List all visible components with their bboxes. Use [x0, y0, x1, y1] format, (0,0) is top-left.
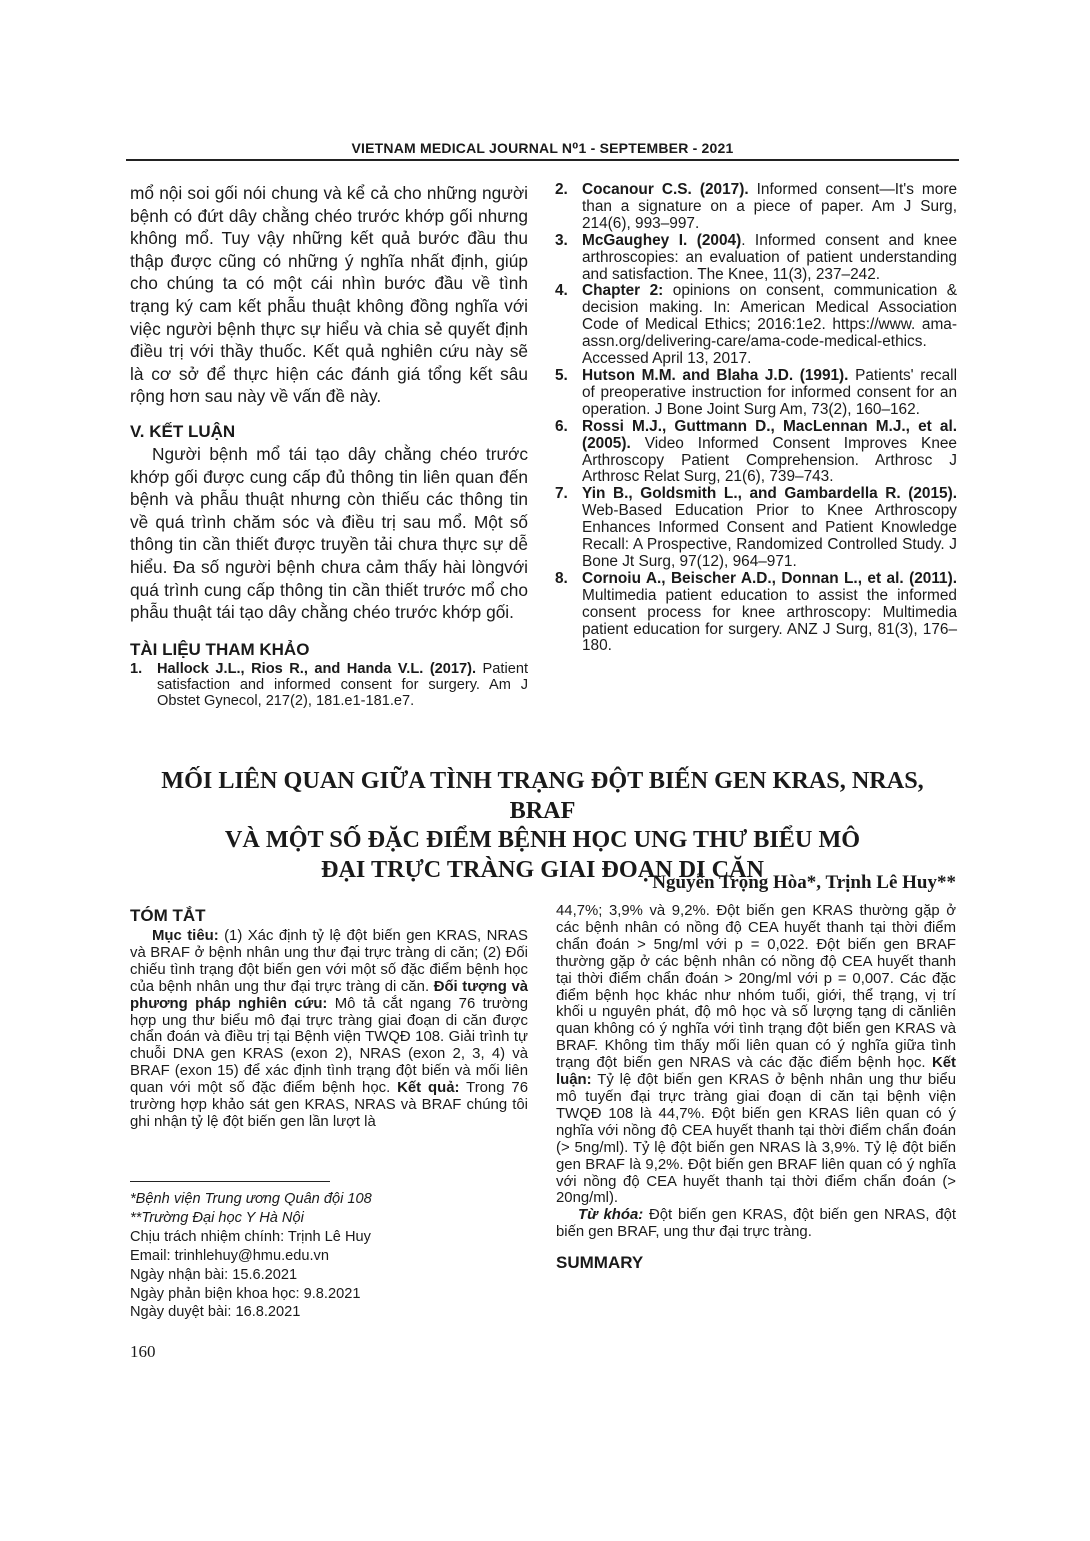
methods-label: Đối tượng và phương pháp nghiên cứu: [130, 978, 529, 1012]
corresponding-author: Chịu trách nhiệm chính: Trịnh Lê Huy [130, 1228, 371, 1245]
page-number: 160 [130, 1342, 156, 1361]
conclusion-paragraph: Người bệnh mổ tái tạo dây chằng chéo trước khớp gối được cung cấp đủ thông tin liên quan đến bệnh và phẫu thuật nhưng còn thiếu các thông tin về quá trình chăm sóc và điều trị sau mổ. Một số thông tin cần thiết được truyền tải chưa thực sự dễ hiểu. Đa số người bệnh chưa cảm thấy hài lòngvới quá trình cung cấp thông tin cần thiết trước mổ cho phẫu thuật tái tạo dây chằng chéo trước khớp gối. [130, 443, 528, 623]
footnotes [130, 1190, 528, 1322]
abstract-heading: TÓM TẮT [130, 906, 206, 925]
reference-item [555, 233, 957, 284]
reference-item [555, 283, 957, 368]
results-text-continued: 44,7%; 3,9% và 9,2%. Đột biến gen KRAS thường gặp ở các bệnh nhân có nồng độ CEA huyết thanh tại thời điểm chẩn đoán > 5ng/ml với p = 0,022. Đột biến gen BRAF thường gặp ở các bệnh nhân có nồng độ CEA huyết thanh tại thời điểm chẩn đoán > 20ng/ml với p = 0,007. Các đặc điểm bệnh học khác như nhóm tuổi, giới, thể trạng, vị trí khối u nguyên phát, độ mô học và số lượng tạng di cănliên quan không có ý nghĩa với tình trạng đột biến gen KRAS và BRAF. Không tìm thấy mối liên quan có ý nghĩa giữa tình trạng đột biến gen NRAS và các đặc điểm bệnh học. [556, 903, 956, 1072]
methods-text: Mô tả cắt ngang 76 trường hợp ung thư biểu mô đại trực tràng giai đoạn di căn được chẩn đoán và điều trị tại Bệnh viện TWQĐ 108. Giải trình tự chuỗi DNA gen KRAS (exon 2), NRAS (exon 2, 3, 4) và BRAF (exon 15) để xác định tình trạng đột biến và mối liên quan với một số đặc điểm bệnh học. [130, 995, 529, 1097]
reference-list-right [555, 182, 957, 655]
abstract-paragraph-continued [556, 903, 956, 1207]
reference-authors: Hutson M.M. and Blaha J.D. (1991). [582, 366, 849, 384]
reference-text: Patients' recall of preoperative instruction for informed consent for an operation. J Bone Joint Surg Am, 73(2), 160–162. [582, 366, 957, 418]
accepted-date: Ngày duyệt bài: 16.8.2021 [130, 1304, 301, 1321]
article-title-line: ĐẠI TRỰC TRÀNG GIAI ĐOẠN DI CĂN [320, 855, 765, 883]
reference-text: Informed consent—It's more than a signature on a piece of paper. Am J Surg, 214(6), 993–997. [582, 181, 957, 232]
aim-text: (1) Xác định tỷ lệ đột biến gen KRAS, NRAS và BRAF ở bệnh nhân ung thư đại trực tràng di căn; (2) Đối chiếu tình trạng đột biến gen với một số đặc điểm bệnh học của bệnh nhân ung thư đại trực tràng di căn. [130, 928, 528, 995]
reference-number: 5. [555, 366, 568, 384]
abstract-left-column [130, 906, 528, 1131]
reference-authors: McGaughey I. (2004) [582, 231, 742, 249]
summary-heading: SUMMARY [556, 1253, 644, 1273]
received-date: Ngày nhận bài: 15.6.2021 [130, 1266, 298, 1283]
conclusion-label: Kết luận: [556, 1055, 956, 1089]
article-title-line: VÀ MỘT SỐ ĐẶC ĐIỂM BỆNH HỌC UNG THƯ BIỂU MÔ [224, 826, 861, 853]
reference-number: 4. [555, 282, 568, 300]
keywords-label: Từ khóa: [578, 1207, 644, 1224]
conclusion-text: Tỷ lệ đột biến gen KRAS ở bệnh nhân ung thư biểu mô tuyến đại trực tràng giai đoạn di căn tại bệnh viện TWQĐ 108 là 44,7%. Đột biến gen KRAS liên quan có ý nghĩa với nồng độ CEA huyết thanh tại thời điểm chẩn đoán (> 5ng/ml). Tỷ lệ đột biến gen NRAS là 3,9%. Tỷ lệ đột biến gen BRAF là 9,2%. Đột biến gen BRAF liên quan có ý nghĩa với nồng độ CEA huyết thanh tại thời điểm chẩn đoán (> 20ng/ml). [556, 1072, 956, 1207]
reference-number: 3. [555, 231, 568, 249]
references-heading: TÀI LIỆU THAM KHẢO [130, 639, 310, 659]
abstract-paragraph [130, 928, 528, 1131]
reference-number: 6. [555, 417, 568, 435]
reference-number: 7. [555, 485, 568, 503]
reference-authors: Chapter 2: [582, 282, 664, 300]
reference-authors: Hallock J.L., Rios R., and Handa V.L. (2017). [157, 660, 477, 677]
reference-item [130, 661, 528, 710]
reference-number: 1. [130, 660, 143, 677]
reference-text: Video Informed Consent Improves Knee Arthroscopy Patient Comprehension. Arthrosc J Arthrosc Relat Surg, 21(6), 739–743. [582, 434, 957, 486]
article-title-line: MỐI LIÊN QUAN GIỮA TÌNH TRẠNG ĐỘT BIẾN GEN KRAS, NRAS, BRAF [161, 767, 924, 824]
reference-list-left [130, 661, 528, 710]
header-rule [126, 159, 959, 161]
abstract-right-column [556, 903, 956, 1273]
article-title [126, 766, 959, 884]
reference-item [555, 368, 957, 419]
aim-label: Mục tiêu: [152, 928, 219, 944]
reference-authors: Cornoiu A., Beischer A.D., Donnan L., et al. (2011). [582, 569, 957, 587]
footnote-rule [130, 1181, 330, 1182]
results-text: Trong 76 trường hợp khảo sát gen KRAS, NRAS và BRAF chúng tôi ghi nhận tỷ lệ đột biến gen lần lượt là [130, 1080, 528, 1130]
reference-authors: Yin B., Goldsmith L., and Gambardella R. (2015). [582, 485, 957, 503]
keywords-text: Đột biến gen KRAS, đột biến gen NRAS, đột biến gen BRAF, ung thư đại trực tràng. [556, 1207, 956, 1241]
reference-text: Web-Based Education Prior to Knee Arthroscopy Enhances Informed Consent and Patient Knowledge Recall: A Prospective, Randomized Controlled Study. J Bone Jt Surg, 97(12), 964–971. [582, 502, 957, 570]
article-authors: Nguyễn Trọng Hòa*, Trịnh Lê Huy** [652, 872, 956, 893]
right-column-top [555, 182, 957, 655]
reference-text: opinions on consent, communication & decision making. In: American Medical Association Code of Medical Ethics; 2016:1e2. https://www. ama-assn.org/delivering-care/ama-code-medical-ethics. Accessed April 13, 2017. [582, 282, 957, 368]
discussion-tail-paragraph: mổ nội soi gối nói chung và kể cả cho những người bệnh có đứt dây chằng chéo trước khớp gối nhưng không mổ. Tuy vậy những kết quả bước đầu thu thập được cũng có những ý nghĩa nhất định, giúp cho chúng ta có một cái nhìn bước đầu về tình trạng ký cam kết phẫu thuật không đồng nghĩa với việc người bệnh thực sự hiểu và chia sẻ quyết định điều trị với thầy thuốc. Kết quả nghiên cứu này sẽ là cơ sở để thực hiện các đánh giá tổng kết sâu rộng hơn sau này về vấn đề này. [130, 183, 528, 407]
reference-authors: Cocanour C.S. (2017). [582, 181, 749, 198]
affiliation-2: **Trường Đại học Y Hà Nội [130, 1209, 304, 1226]
affiliation-1: *Bệnh viện Trung ương Quân đội 108 [130, 1191, 372, 1207]
reference-number: 2. [555, 181, 568, 198]
reference-text: Patient satisfaction and informed consent for surgery. Am J Obstet Gynecol, 217(2), 181.e1-181.e7. [157, 660, 528, 710]
reference-item [555, 571, 957, 656]
reference-item [555, 419, 957, 487]
reference-number: 8. [555, 569, 568, 587]
email: Email: trinhlehuy@hmu.edu.vn [130, 1247, 329, 1264]
keywords-paragraph [556, 1207, 956, 1241]
reference-authors: Rossi M.J., Guttmann D., MacLennan M.J., et al. (2005). [582, 417, 957, 452]
results-label: Kết quả: [397, 1080, 460, 1097]
running-header: VIETNAM MEDICAL JOURNAL N⁰1 - SEPTEMBER - 2021 [351, 140, 734, 156]
conclusion-heading: V. KẾT LUẬN [130, 421, 236, 441]
review-date: Ngày phản biện khoa học: 9.8.2021 [130, 1285, 361, 1302]
reference-text: Multimedia patient education to assist the informed consent process for knee arthroscopy: Multimedia patient education for surgery. ANZ J Surg, 81(3), 176–180. [582, 586, 957, 655]
reference-text: . Informed consent and knee arthroscopies: an evaluation of patient understanding and satisfaction. The Knee, 11(3), 237–242. [582, 231, 958, 283]
reference-item [555, 182, 957, 233]
left-column-top [130, 182, 528, 710]
reference-item [555, 486, 957, 571]
